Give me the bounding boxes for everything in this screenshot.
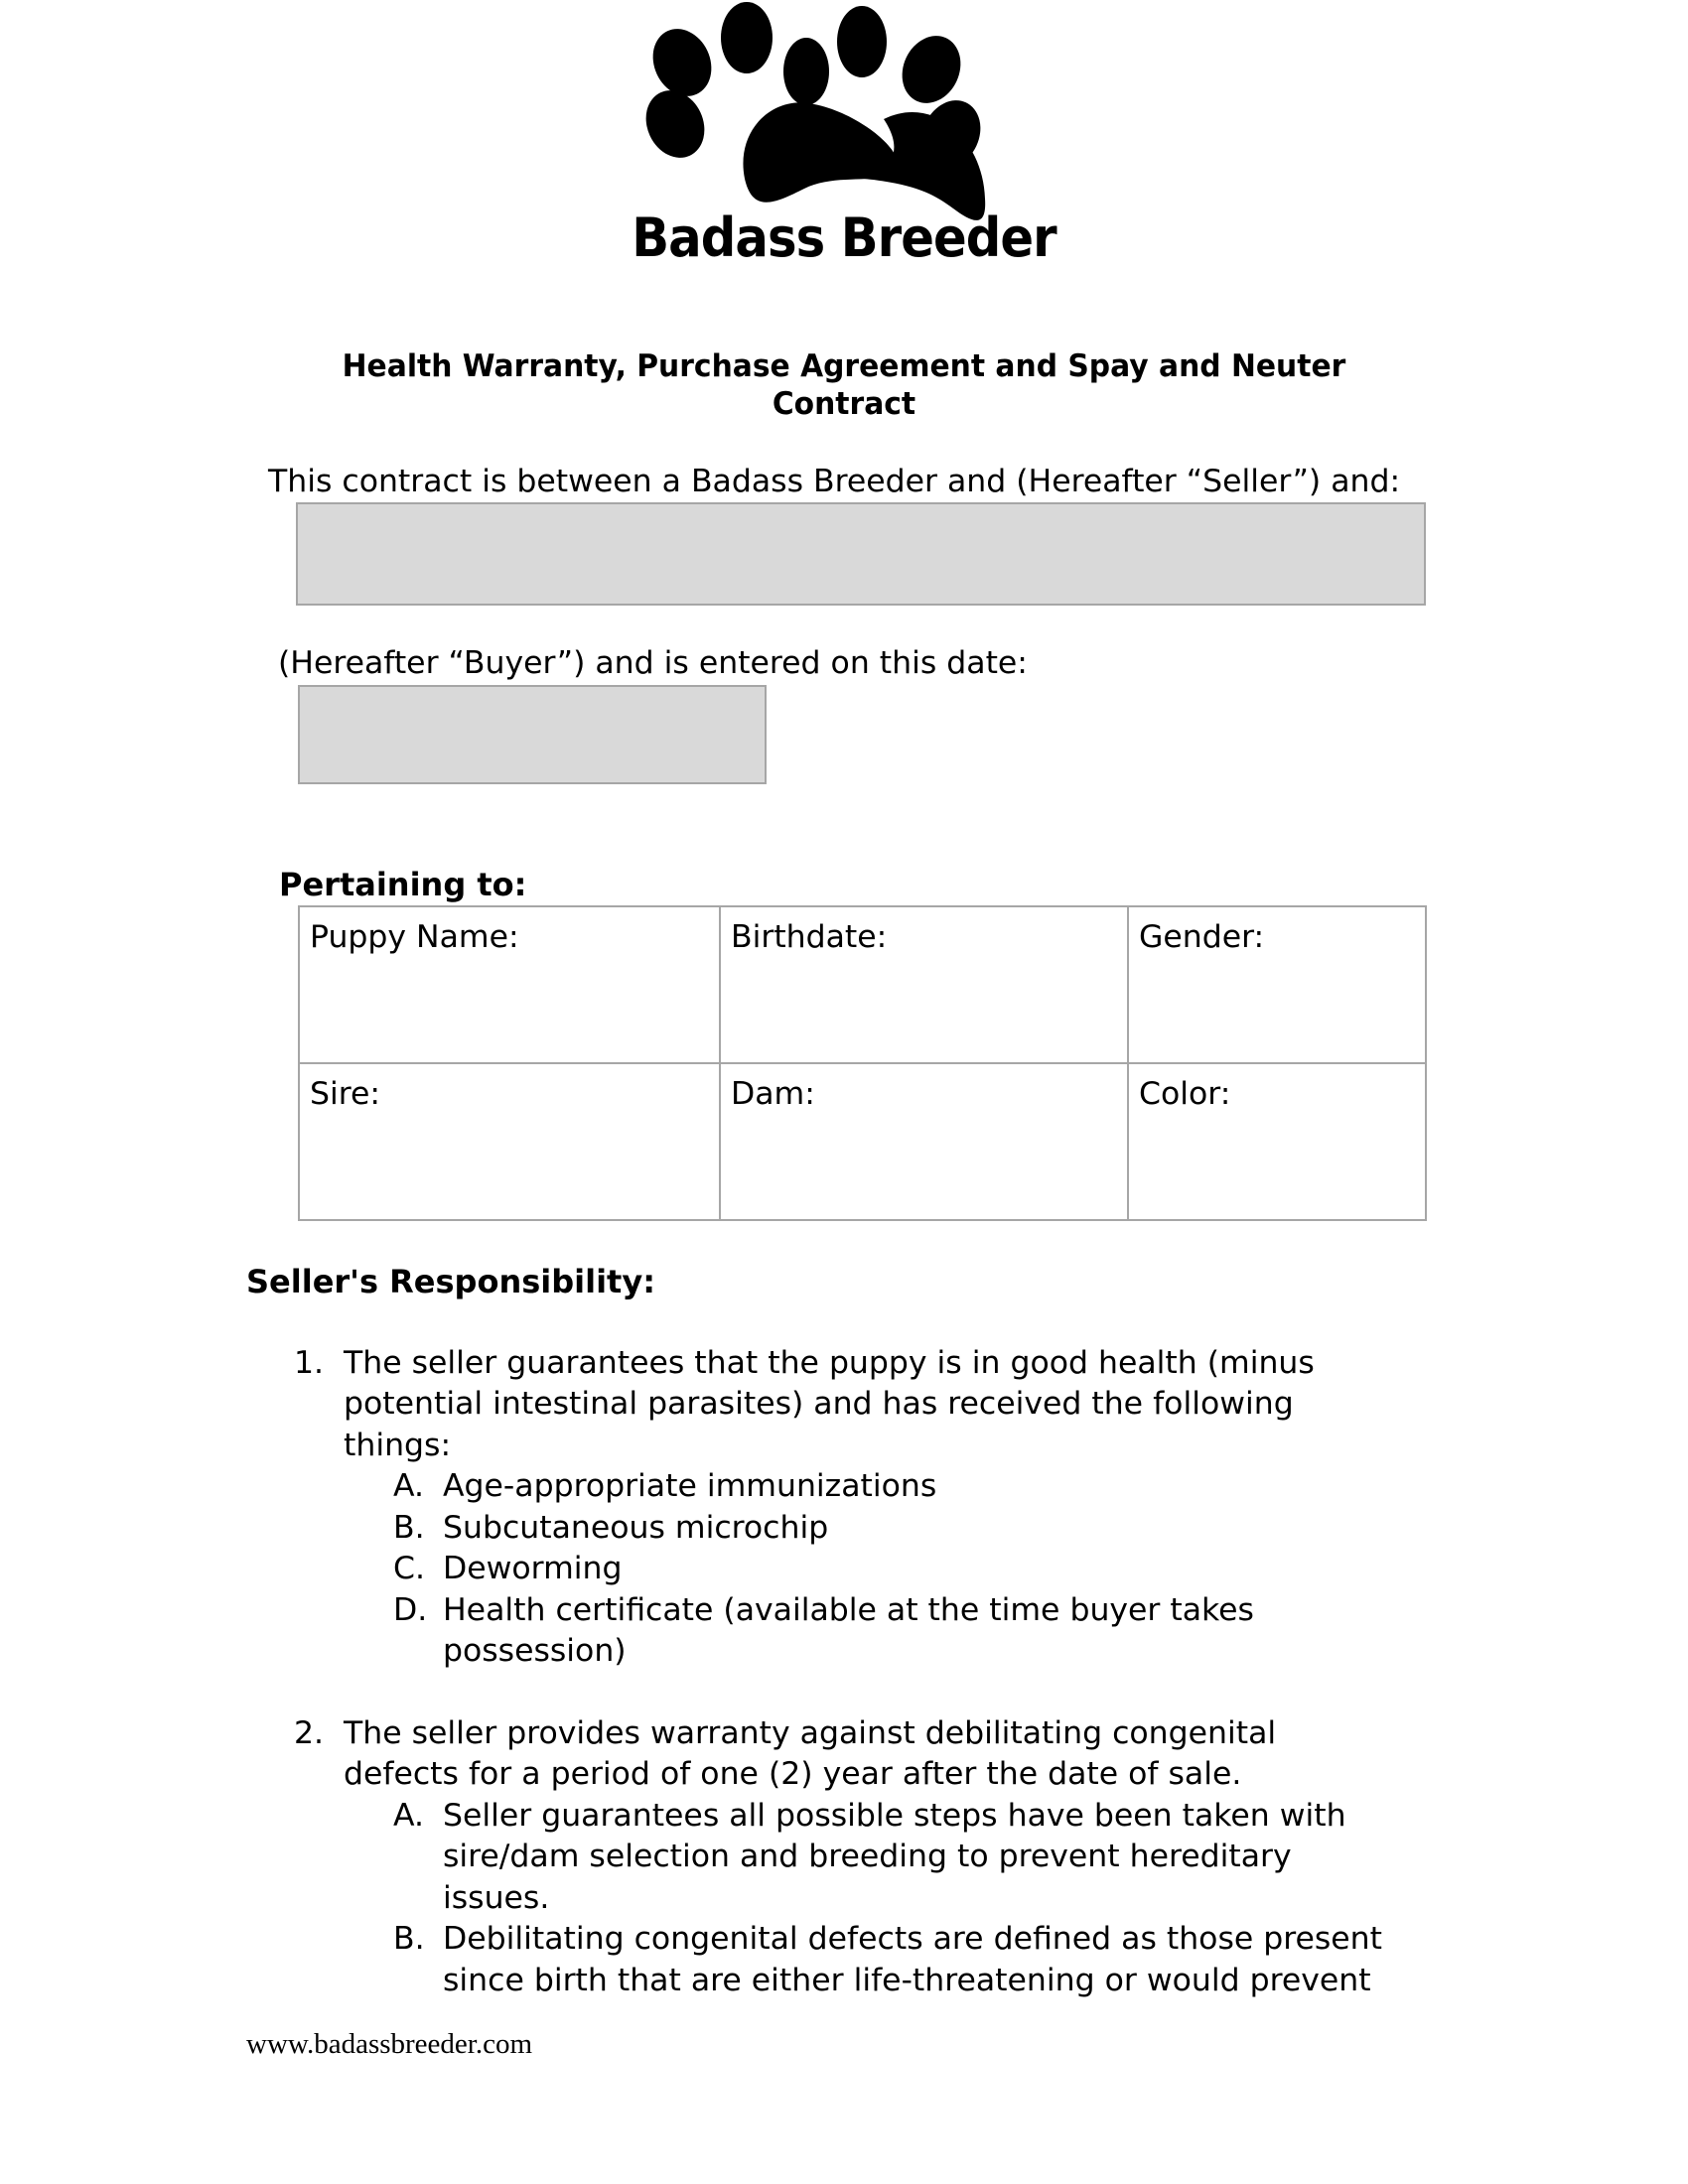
intro-text: This contract is between a Badass Breeder and (Hereafter “Seller”) and:: [268, 464, 1401, 499]
buyer-date-text: (Hereafter “Buyer”) and is entered on this date:: [278, 645, 1028, 681]
sellers-responsibility-heading: Seller's Responsibility:: [246, 1263, 655, 1300]
subitem-line: issues.: [443, 1880, 550, 1916]
table-row: [299, 906, 1426, 1063]
footer-website-link[interactable]: www.badassbreeder.com: [246, 2028, 533, 2060]
subitem-line: possession): [443, 1633, 627, 1669]
item-number: 2.: [294, 1715, 325, 1751]
subitem-line: Age-appropriate immunizations: [443, 1468, 937, 1504]
subitem-letter: A.: [393, 1798, 425, 1834]
subitem-line: since birth that are either life-threatening or would prevent: [443, 1963, 1371, 1998]
item-line: things:: [344, 1428, 452, 1463]
title-line-1: Health Warranty, Purchase Agreement and Spay and Neuter: [342, 348, 1346, 384]
subitem-letter: C.: [393, 1551, 426, 1586]
item-number: 1.: [294, 1345, 325, 1381]
birthdate-cell[interactable]: Birthdate:: [720, 906, 1128, 1063]
puppy-name-cell[interactable]: Puppy Name:: [299, 906, 720, 1063]
dam-cell[interactable]: Dam:: [720, 1063, 1128, 1220]
pertaining-heading: Pertaining to:: [279, 866, 527, 903]
item-line: potential intestinal parasites) and has received the following: [344, 1386, 1294, 1422]
subitem-letter: A.: [393, 1468, 425, 1504]
subitem-line: sire/dam selection and breeding to prevent hereditary: [443, 1839, 1292, 1874]
subitem-line: Health certificate (available at the time buyer takes: [443, 1592, 1254, 1628]
gender-cell[interactable]: Gender:: [1128, 906, 1426, 1063]
sire-cell[interactable]: Sire:: [299, 1063, 720, 1220]
subitem-letter: D.: [393, 1592, 428, 1628]
subitem-line: Debilitating congenital defects are defined as those present: [443, 1921, 1382, 1957]
subitem-line: Deworming: [443, 1551, 623, 1586]
puppy-info-table: [298, 905, 1427, 1221]
contract-date-field[interactable]: [298, 685, 767, 784]
subitem-line: Seller guarantees all possible steps have been taken with: [443, 1798, 1346, 1834]
item-line: The seller guarantees that the puppy is in good health (minus: [344, 1345, 1315, 1381]
title-line-2: Contract: [772, 386, 916, 422]
item-line: defects for a period of one (2) year after the date of sale.: [344, 1756, 1242, 1792]
subitem-line: Subcutaneous microchip: [443, 1510, 829, 1546]
buyer-name-field[interactable]: [296, 502, 1426, 606]
subitem-letter: B.: [393, 1510, 425, 1546]
document-title: [272, 347, 1416, 423]
item-line: The seller provides warranty against debilitating congenital: [344, 1715, 1277, 1751]
table-row: [299, 1063, 1426, 1220]
subitem-letter: B.: [393, 1921, 425, 1957]
color-cell[interactable]: Color:: [1128, 1063, 1426, 1220]
brand-name: Badass Breeder: [632, 206, 1056, 269]
